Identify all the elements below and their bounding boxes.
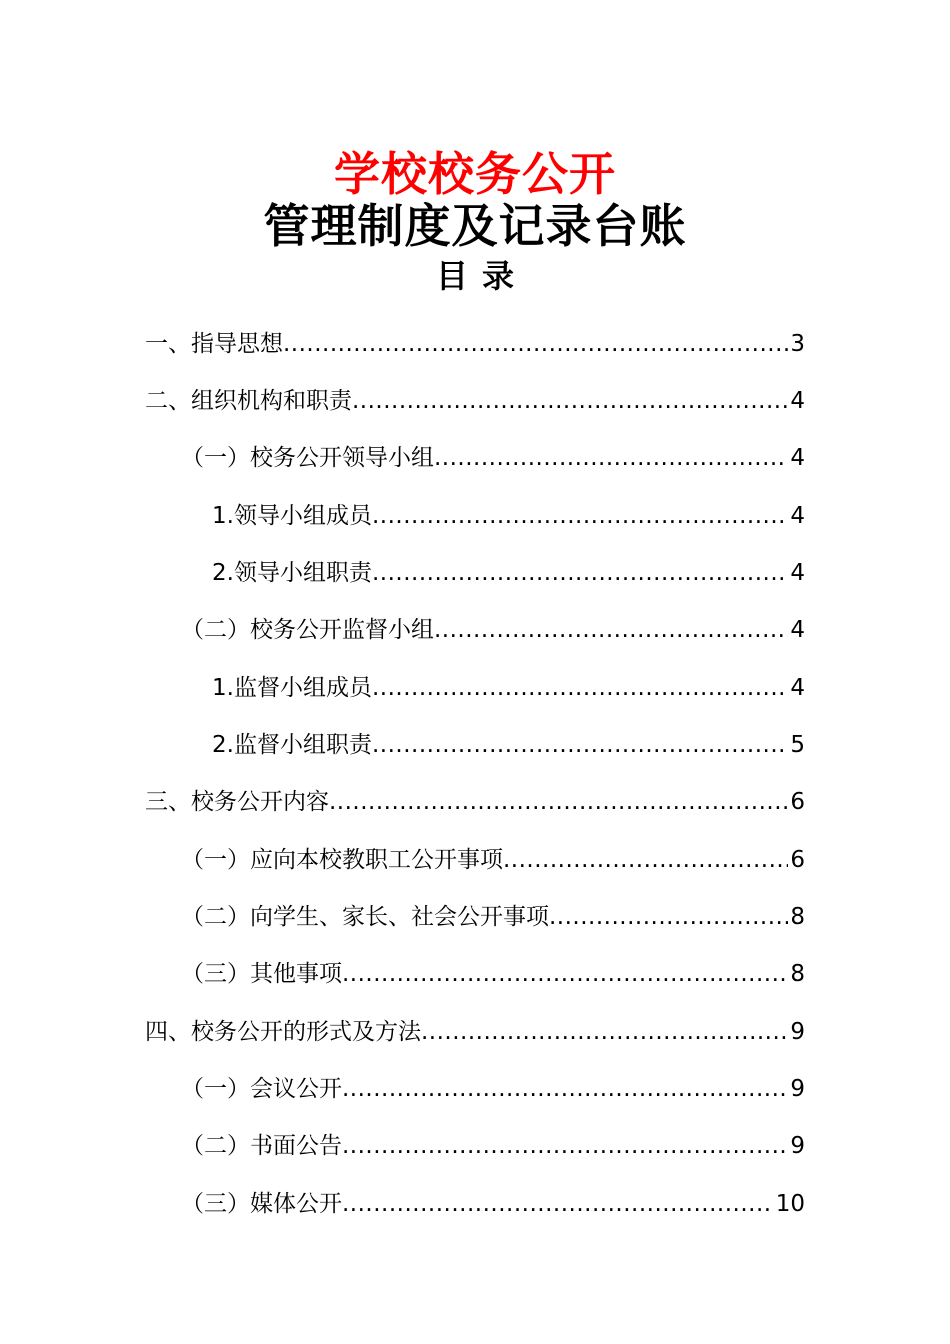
toc-entry[interactable]: [181, 945, 805, 989]
toc-page-number: 4: [790, 388, 805, 414]
toc-dot-leader: [342, 959, 788, 989]
toc-page-number: 4: [790, 617, 805, 643]
toc-dot-leader: [434, 443, 788, 473]
toc-entry[interactable]: [145, 773, 805, 817]
document-title-line1: 学校校务公开: [334, 147, 616, 201]
toc-entry-label: 四、校务公开的形式及方法: [145, 1019, 421, 1045]
toc-dot-leader: [342, 1189, 774, 1219]
toc-entry-label: （三）其他事项: [181, 961, 342, 987]
toc-entry[interactable]: [181, 888, 805, 932]
toc-dot-leader: [421, 1017, 788, 1047]
document-title-line2: 管理制度及记录台账: [263, 199, 687, 253]
toc-entry-label: 一、指导思想: [145, 331, 283, 357]
toc-entry-label: （二）向学生、家长、社会公开事项: [181, 904, 549, 930]
toc-entry[interactable]: [212, 487, 805, 531]
toc-entry-label: （一）应向本校教职工公开事项: [181, 847, 503, 873]
toc-page-number: 9: [790, 1019, 805, 1045]
toc-entry[interactable]: [145, 315, 805, 359]
toc-page-number: 6: [790, 847, 805, 873]
toc-entry-label: （二）校务公开监督小组: [181, 617, 434, 643]
toc-dot-leader: [372, 730, 788, 760]
toc-page-number: 5: [790, 732, 805, 758]
toc-page-number: 4: [790, 445, 805, 471]
toc-page-number: 9: [790, 1076, 805, 1102]
toc-page-number: 8: [790, 904, 805, 930]
toc-dot-leader: [503, 845, 788, 875]
toc-entry-label: 1.监督小组成员: [212, 675, 372, 701]
toc-entry-label: 二、组织机构和职责: [145, 388, 352, 414]
toc-page-number: 9: [790, 1133, 805, 1159]
toc-entry[interactable]: [181, 1060, 805, 1104]
toc-dot-leader: [329, 787, 788, 817]
toc-page-number: 4: [790, 503, 805, 529]
toc-page-number: 10: [775, 1191, 805, 1217]
toc-page-number: 8: [790, 961, 805, 987]
toc-entry-label: （三）媒体公开: [181, 1191, 342, 1217]
toc-entry[interactable]: [145, 372, 805, 416]
toc-dot-leader: [352, 386, 788, 416]
toc-entry[interactable]: [181, 1117, 805, 1161]
toc-entry-label: （二）书面公告: [181, 1133, 342, 1159]
toc-dot-leader: [283, 329, 788, 359]
toc-entry[interactable]: [181, 601, 805, 645]
toc-entry-label: （一）会议公开: [181, 1076, 342, 1102]
toc-dot-leader: [372, 558, 788, 588]
toc-page-number: 3: [790, 331, 805, 357]
toc-entry[interactable]: [212, 716, 805, 760]
toc-dot-leader: [342, 1131, 788, 1161]
toc-heading: 目录: [435, 257, 528, 295]
toc-dot-leader: [434, 615, 788, 645]
toc-entry-label: 三、校务公开内容: [145, 789, 329, 815]
toc-entry[interactable]: [145, 1003, 805, 1047]
toc-page-number: 6: [790, 789, 805, 815]
toc-entry[interactable]: [181, 1175, 805, 1219]
toc-entry-label: 2.领导小组职责: [212, 560, 372, 586]
toc-entry-label: 2.监督小组职责: [212, 732, 372, 758]
toc-entry[interactable]: [212, 544, 805, 588]
toc-page-number: 4: [790, 675, 805, 701]
toc-dot-leader: [549, 902, 788, 932]
toc-dot-leader: [372, 673, 788, 703]
toc-page-number: 4: [790, 560, 805, 586]
toc-entry[interactable]: [181, 429, 805, 473]
toc-entry[interactable]: [212, 659, 805, 703]
toc-entry[interactable]: [181, 831, 805, 875]
toc-dot-leader: [372, 501, 788, 531]
toc-dot-leader: [342, 1074, 788, 1104]
toc-entry-label: （一）校务公开领导小组: [181, 445, 434, 471]
toc-entry-label: 1.领导小组成员: [212, 503, 372, 529]
